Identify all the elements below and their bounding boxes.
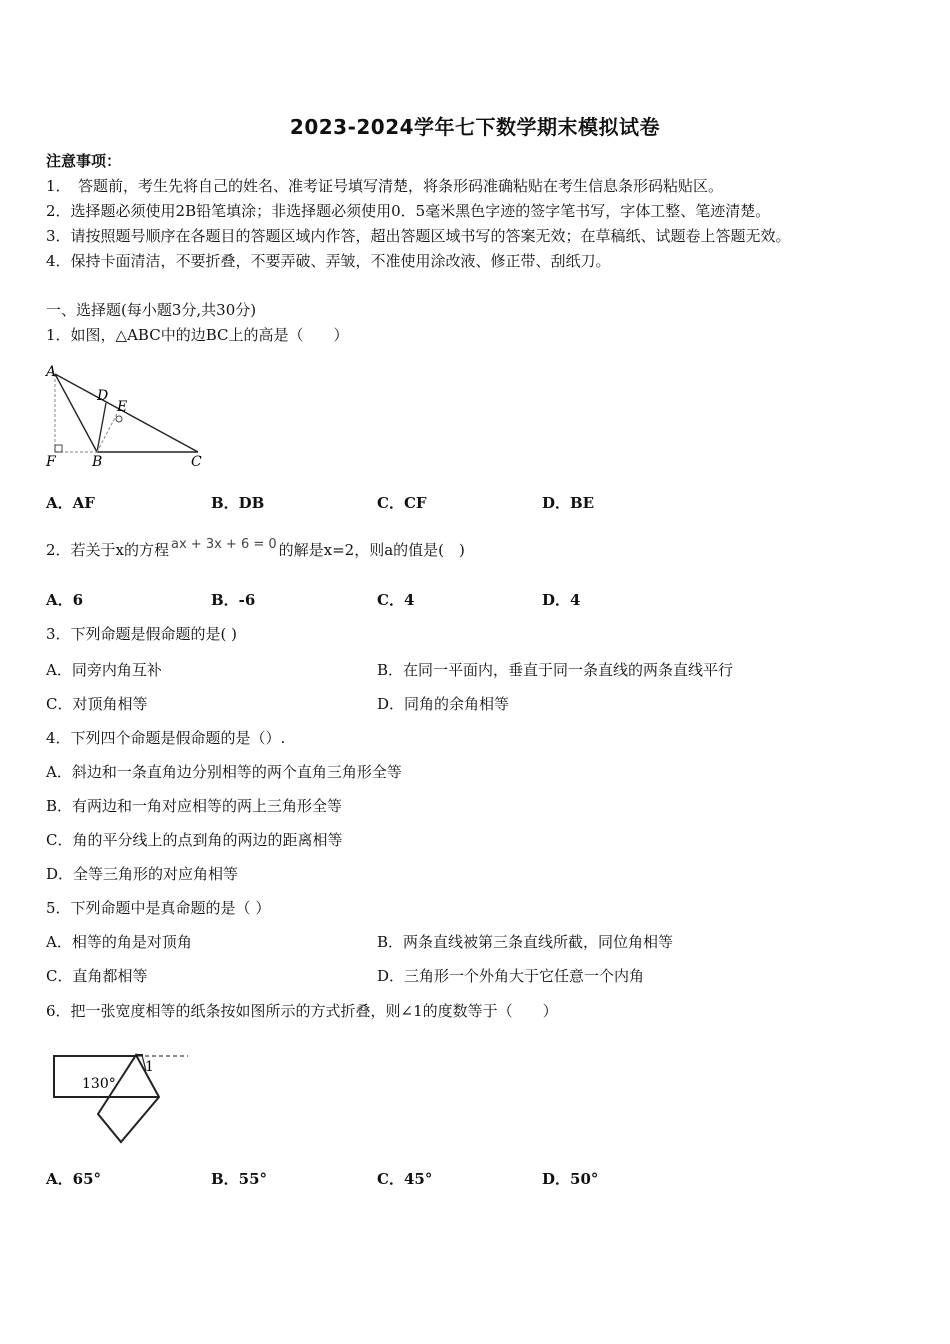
q6-option-d[interactable] — [542, 1170, 598, 1188]
q3-option-b[interactable]: B．在同一平面内，垂直于同一条直线的两条直线平行 — [377, 661, 734, 679]
q4-option-d[interactable]: D．全等三角形的对应角相等 — [46, 865, 239, 883]
q2-option-d-text: D．4 — [542, 591, 581, 609]
q2-option-c[interactable] — [377, 591, 414, 609]
q6-option-c[interactable] — [377, 1170, 432, 1188]
q1-label-e: E — [117, 399, 128, 415]
q6-option-b-text: B．55° — [211, 1170, 268, 1188]
q1-label-d: D — [97, 388, 109, 404]
q3-option-d[interactable]: D．同角的余角相等 — [377, 695, 510, 713]
q1-option-a[interactable] — [46, 494, 95, 512]
q6-fold-figure — [46, 1045, 196, 1145]
q3-option-c[interactable]: C．对顶角相等 — [46, 695, 148, 713]
q1-label-c: C — [191, 454, 202, 470]
q3-stem: 3．下列命题是假命题的是( ) — [46, 625, 238, 643]
q3-option-a[interactable]: A．同旁内角互补 — [46, 661, 162, 679]
q1-label-b: B — [92, 454, 103, 470]
q1-right-angle-e — [116, 416, 122, 422]
q1-option-c[interactable] — [377, 494, 427, 512]
notice-heading: 注意事项： — [46, 152, 122, 170]
notice-item-4: 4．保持卡面清洁，不要折叠，不要弄破、弄皱，不准使用涂改液、修正带、刮纸刀。 — [46, 252, 611, 270]
q1-option-d-text: D．BE — [542, 494, 595, 512]
notice-item-2: 2．选择题必须使用2B铅笔填涂；非选择题必须使用0．5毫米黑色字迹的签字笔书写，字体工整、笔迹清楚。 — [46, 202, 771, 220]
q1-label-f: F — [46, 454, 56, 470]
q5-option-c[interactable]: C．直角都相等 — [46, 967, 148, 985]
q2-option-b[interactable] — [211, 591, 255, 609]
q5-option-d[interactable]: D．三角形一个外角大于它任意一个内角 — [377, 967, 645, 985]
q6-angle-1-label: 1 — [145, 1059, 154, 1075]
q6-stem: 6．把一张宽度相等的纸条按如图所示的方式折叠，则∠1的度数等于（ ） — [46, 1002, 558, 1020]
q1-segment-bd — [97, 403, 106, 452]
q5-option-a[interactable]: A．相等的角是对顶角 — [46, 933, 192, 951]
q2-option-b-text: B．-6 — [211, 591, 256, 609]
page-title: 2023-2024学年七下数学期末模拟试卷 — [289, 115, 661, 139]
q6-option-a-text: A．65° — [46, 1170, 102, 1188]
q2-stem-pre: 2．若关于x的方程 — [46, 541, 170, 559]
notice-item-1: 1． 答题前，考生先将自己的姓名、准考证号填写清楚，将条形码准确粘贴在考生信息条形码粘贴区。 — [46, 177, 724, 195]
q4-option-c[interactable]: C．角的平分线上的点到角的两边的距离相等 — [46, 831, 343, 849]
q2-option-c-text: C．4 — [377, 591, 415, 609]
q1-option-a-text: A．AF — [46, 494, 95, 512]
q2-stem — [46, 537, 465, 561]
q6-angle-label: 130° — [82, 1076, 116, 1092]
q1-option-c-text: C．CF — [377, 494, 427, 512]
q4-option-b[interactable]: B．有两边和一角对应相等的两上三角形全等 — [46, 797, 343, 815]
q1-stem: 1．如图，△ABC中的边BC上的高是（ ） — [46, 326, 349, 344]
q1-triangle-figure — [40, 362, 220, 474]
q1-option-b-text: B．DB — [211, 494, 265, 512]
q6-option-c-text: C．45° — [377, 1170, 433, 1188]
q6-option-a[interactable] — [46, 1170, 101, 1188]
q2-option-d[interactable] — [542, 591, 580, 609]
q4-stem: 4．下列四个命题是假命题的是（）. — [46, 729, 286, 747]
q2-option-a[interactable] — [46, 591, 83, 609]
q1-right-angle-f — [55, 445, 62, 452]
q5-option-b[interactable]: B．两条直线被第三条直线所截，同位角相等 — [377, 933, 674, 951]
q6-option-d-text: D．50° — [542, 1170, 599, 1188]
q6-option-b[interactable] — [211, 1170, 267, 1188]
section-heading: 一、选择题(每小题3分,共30分) — [46, 301, 257, 319]
q1-label-a: A — [46, 364, 57, 380]
q1-option-b[interactable] — [211, 494, 264, 512]
q2-stem-post: 的解是x=2，则a的值是( ) — [278, 541, 465, 559]
q4-option-a[interactable]: A．斜边和一条直角边分别相等的两个直角三角形全等 — [46, 763, 402, 781]
q2-equation: ax + 3x + 6 = 0 — [171, 537, 277, 552]
q5-stem: 5．下列命题中是真命题的是（ ） — [46, 899, 271, 917]
q2-option-a-text: A．6 — [46, 591, 84, 609]
notice-item-3: 3．请按照题号顺序在各题目的答题区域内作答，超出答题区域书写的答案无效；在草稿纸、试题卷上答题无效。 — [46, 227, 791, 245]
q1-option-d[interactable] — [542, 494, 594, 512]
